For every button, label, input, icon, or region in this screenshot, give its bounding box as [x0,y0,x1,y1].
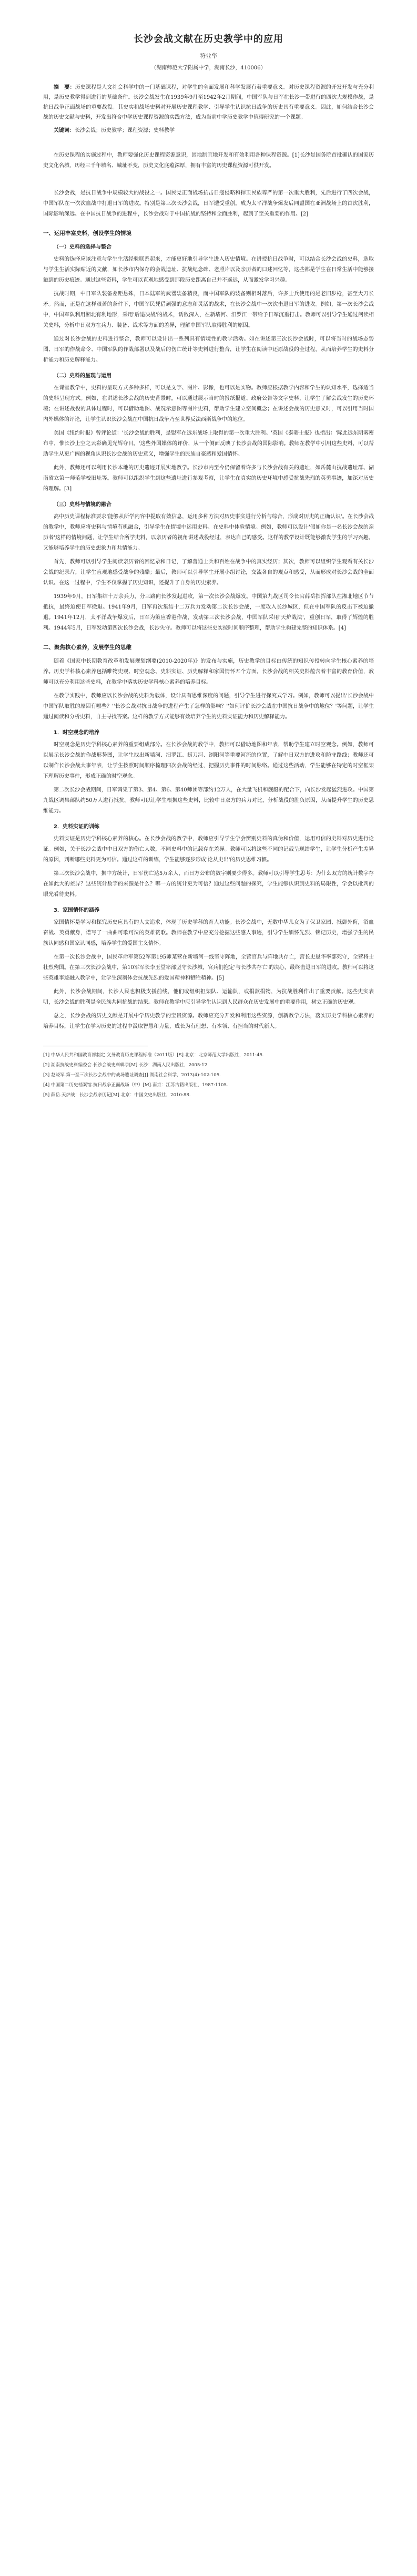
subsection-heading: （二）史料的呈现与运用 [54,373,111,379]
subsection-heading: 2．史料实证的训练 [54,824,99,830]
body-paragraph: 在课堂教学中，史料的呈现方式多种多样，可以是文字、图片、影像，也可以是实物。教师应根据教学内容和学生的认知水平，选择适当的史料呈现方式。例如，在讲述长沙会战的历史背景时，可以通过展示当时的报纸报道、政府公告等文字史料，让学生了解会战发生的历史环境；在讲述战役的具体过程时，可以借助地图、战况示意图等图片史料，帮助学生建立空间概念；在讲述会战的历史意义时，可以引用当时国内外媒体的评论，让学生认识长沙会战在中国抗日战争乃至世界反法西斯战争中的地位。 [43,385,374,423]
abstract-text: 历史课程是人文社会科学中的一门基础课程，对学生的全面发展和科学发展有着重要意义。对历史课程资源的开发开发与充分利用，是历史教学得到进行的基础条件。长沙会战发生在1939年9月至1942年2月期间，中国军队与日军在长沙一带进行的四次大规模作战，是抗日战争正面战场的重要战役。其史实和战场史料对开展历史课程教学、引导学生认识抗日战争的历史具有重要意义。因此，如何结合长沙会战的历史文献与史料，开发出符合中学历史课程资源的实践方法，成为当前中学历史教学中值得研究的一个课题。 [43,85,374,120]
section-heading: 二、聚焦核心素养，发展学生的思维 [43,644,131,651]
spacer [43,174,374,188]
keywords [43,126,374,136]
body-paragraph: 随着《国家中长期教育改革和发展规划纲要(2010-2020年)》的发布与实施，历史教学的目标由传统的知识传授转向学生核心素养的培养。历史学科核心素养包括唯物史观、时空观念、史料实证、历史解释和家国情怀五个方面。长沙会战的相关史料蕴含着丰富的教育价值，教师可以充分利用这些史料，在教学中落实历史学科核心素养的培养目标。 [43,658,374,685]
body-paragraph: 第三次长沙会战中，据中方统计，日军伤亡达5万余人，而日方公布的数字则要少得多。教师可以引导学生思考：为什么双方的统计数字存在如此大的差异？这些统计数字的来源是什么？哪一方的统计更为可信？通过这些问题的探究，学生能够认识到史料的局限性，学会以批判的眼光看待史料。 [43,871,374,898]
body-paragraph: 美国《纽约时报》曾评论道：'长沙会战的胜利，是盟军在远东战场上取得的第一次重大胜利。'英国《泰晤士报》也指出：'际此远东阴雾密布中，惟长沙上空之云彩确见光辉夺目。'这些外国媒体的评价，从一个侧面反映了长沙会战的国际影响。教师在教学中引用这些史料，可以帮助学生从更广阔的视角认识长沙会战的历史意义，增强学生的民族自豪感和爱国情怀。 [43,430,374,457]
body-paragraph: 史料实证是历史学科核心素养的核心。在长沙会战的教学中，教师应引导学生学会辨别史料的真伪和价值，运用可信的史料对历史进行论证。例如，关于长沙会战中中日双方的伤亡人数，不同史料中的记载存在差异。教师可以将这些不同的记载呈现给学生，让学生分析产生差异的原因，判断哪些史料更为可信。通过这样的训练，学生能够逐步形成'论从史出'的历史思维习惯。 [43,836,374,863]
body-paragraph: 在教学实践中，教师应以长沙会战的史料为载体，设计具有思维深度的问题，引导学生进行探究式学习。例如，教师可以提出'长沙会战中中国军队取胜的原因有哪些？''长沙会战对抗日战争的进程产生了怎样的影响？''如何评价长沙会战在中国抗日战争中的地位？'等问题，让学生通过阅读和分析史料，自主寻找答案。这样的教学方式能够有效培养学生的史料实证能力和历史解释能力。 [43,693,374,720]
body-paragraph: 1939年9月，日军集结十万余兵力，分三路向长沙发起进攻，第一次长沙会战爆发。中国第九战区司令长官薛岳指挥部队在湘北地区节节抵抗，最终迫使日军撤退。1941年9月，日军再次集结十二万兵力发动第二次长沙会战，一度攻入长沙城区，但在中国军队的反击下被迫撤退。1941年12月，太平洋战争爆发后，日军为策应香港作战，发动第三次长沙会战，中国军队采用'天炉战法'，重创日军，取得了辉煌的胜利。1944年5月，日军发动第四次长沙会战，长沙失守。教师可以将这些史实按时间顺序整理，帮助学生构建完整的知识体系。[4] [43,594,374,631]
body-paragraph: 在历史课程的实施过程中，教师要强化历史课程资源意识，因地制宜地开发和有效利用各种课程资源。[1]长沙是国务院首批确认的国家历史文化名城，历经三千年城名、城址不变，历史文化底蕴深厚，拥有丰富的历史课程资源可供开发。 [43,152,374,169]
body-paragraph: 长沙会战，是抗日战争中规模较大的战役之一。国民党正面战场抗击日寇侵略和捍卫民族尊严的第一次重大胜利，先后进行了四次会战，中国军队在一次次血战中打退日军的进攻。特别是第三次长沙会战，日军遭受重创，成为太平洋战争爆发后同盟国在亚洲战场上的首次胜利，国际影响深远。在中国抗日战争的进程中，长沙会战对于中国抗战的坚持和全面胜利，起到了至关重要的作用。[2] [43,190,374,217]
footnote: [5] 薛岳.天炉战：长沙会战亲历记[M].北京：中国文史出版社，2010:88. [43,1093,191,1098]
footnote: [2] 湖南抗战史料编委会.长沙会战史料辑录[M].长沙：湖南人民出版社，2005:12. [43,1063,209,1068]
body-paragraph: 史料的选择应该注意与学生生活经验联系起来，才能更好地引导学生进入历史情境。在讲授抗日战争时，可以结合长沙会战的史料，选取与学生生活实际贴近的文献，如长沙市内保存的会战遗址、抗战纪念碑、老照片以及亲历者的口述回忆等，这些都是学生在日常生活中能够接触到的历史痕迹。通过这些资料，学生可以直观地感受到那段历史距离自己并不遥远，从而激发学习兴趣。 [43,256,374,283]
subsection-heading: 1．时空观念的培养 [54,730,99,736]
subsection-heading: （一）史料的选择与整合 [54,244,111,250]
body-paragraph: 高中历史课程标准要求'能够从所学内容中提取有效信息，运用多种方法对历史事实进行分析与综合，形成对历史的正确认识'。在长沙会战的教学中，教师应将史料与情境有机融合，引导学生在情境中运用史料、在史料中体验情境。例如，教师可以设计'假如你是一名长沙会战的亲历者'这样的情境问题，让学生结合所学史料，以亲历者的视角讲述战役经过，表达自己的感受。这样的教学设计既能够激发学生的学习兴趣，又能够培养学生的历史想象力和共情能力。 [43,514,374,551]
keywords-label: 关键词： [54,128,75,133]
body-paragraph: 此外，教师还可以利用长沙本地的历史遗迹开展实地教学。长沙市内至今仍保留着许多与长沙会战有关的遗址，如岳麓山抗战遗址群、湖南省立第一师范学校旧址等。教师可以组织学生到这些遗址进行参观考察，让学生在真实的历史环境中感受抗战先烈的英勇事迹，加深对历史的理解。[3] [43,465,374,492]
subsection-heading: 3．家国情怀的涵养 [54,908,99,913]
body-paragraph: 在第一次长沙会战中，国民革命军第52军第195师某营在新墙河一线坚守阵地，全营官兵与阵地共存亡，营长史恩华率部死守，全营将士壮烈殉国。在第三次长沙会战中，第10军军长李玉堂率部坚守长沙城，官兵们抱定'与长沙共存亡'的决心，最终击退日军的进攻。教师可以将这些英雄事迹融入教学中，让学生深刻体会抗战先烈的爱国精神和牺牲精神。[5] [43,954,374,981]
footnote: [1] 中华人民共和国教育部制定.义务教育历史课程标准（2011版）[S].北京：北京师范大学出版社，2011:45. [43,1053,264,1058]
body-paragraph: 第二次长沙会战期间，日军调集了第3、第4、第6、第40师团等部约12万人，在大量飞机和舰艇的配合下，向长沙发起猛烈进攻。中国第九战区调集部队约50万人进行抵抗。教师可以让学生根据这些史料，比较中日双方的兵力对比，分析战役的胜负原因，从而提升学生的历史思维能力。 [43,787,374,814]
author-name: 符业华 [200,53,217,59]
footnote: [4] 中国第二历史档案馆.抗日战争正面战场（中）[M].南京：江苏古籍出版社，1987:1105. [43,1083,228,1088]
body-paragraph: 抗战时期，中日军队装备差距悬殊，日本陆军的武器装备精良，而中国军队的装备则相对落后，许多士兵使用的是老旧步枪，甚至大刀长矛。然而，正是在这样艰苦的条件下，中国军民凭借顽强的意志和灵活的战术，在长沙会战中一次次击退日军的进攻。例如，第一次长沙会战中，中国军队利用湘北有利地形，采用'后退决战'的战术，诱敌深入，在新墙河、汨罗江一带给予日军沉重打击。教师可以引导学生通过阅读相关史料，分析中日双方在兵力、装备、战术等方面的差异，理解中国军队取得胜利的原因。 [43,291,374,328]
body-paragraph: 家国情怀是学习和探究历史应具有的人文追求，体现了历史学科的育人功能。长沙会战中，无数中华儿女为了保卫家园、抵御外侮，浴血奋战、英勇献身，谱写了一曲曲可歌可泣的英雄赞歌。教师在教学中应充分挖掘这些感人事迹，引导学生缅怀先烈、铭记历史，增强学生的民族认同感和国家认同感，培养学生的爱国主义情怀。 [43,920,374,946]
body-paragraph: 通过对长沙会战的史料进行整合，教师可以设计出一系列具有情境性的教学活动。如在讲述第三次长沙会战时，可以将当时的战场态势图、日军的作战命令、中国军队的作战部署以及战后的伤亡统计等史料进行整合，让学生在阅读中还原战役的全过程，从而培养学生的史料分析能力和历史解释能力。 [43,336,374,363]
article-title: 长沙会战文献在历史教学中的应用 [134,34,283,45]
body-paragraph: 时空观念是历史学科核心素养的重要组成部分。在长沙会战的教学中，教师可以借助地图和年表，帮助学生建立时空观念。例如，教师可以展示长沙会战的作战形势图，让学生找出新墙河、汨罗江、捞刀河、浏阳河等重要河流的位置，了解中日双方的进攻和防守路线；教师还可以制作长沙会战大事年表，让学生按照时间顺序梳理四次会战的经过，把握历史事件的时间脉络。通过这些活动，学生能够在特定的时空框架下理解历史事件，形成正确的时空观念。 [43,742,374,779]
subsection-heading: （三）史料与情境的融合 [54,502,111,508]
section-heading: 一、运用丰富史料，创设学生的情境 [43,230,131,236]
abstract [43,83,374,122]
footnote: [3] 赵晓军.第一至三次长沙会战中的战场遗址调查[J].湖南社会科学，2013(4):102-105. [43,1073,221,1078]
abstract-label: 摘 要： [54,85,75,90]
author-affiliation: （湖南师范大学附属中学，湖南长沙，410006） [151,65,266,71]
body-paragraph: 此外，长沙会战期间，长沙人民也积极支援前线，他们或组织担架队、运输队，或捐款捐物，为抗战胜利作出了重要贡献。这些史实表明，长沙会战的胜利是全民族共同抗战的结果。教师在教学中应引导学生认识到人民群众在历史发展中的重要作用，树立正确的历史观。 [43,989,374,1005]
keywords-text: 长沙会战；历史教学；课程资源；史料教学 [75,128,175,133]
body-paragraph: 首先，教师可以引导学生阅读亲历者的回忆录和日记，了解普通士兵和百姓在战争中的真实经历；其次，教师可以组织学生观看有关长沙会战的纪录片，让学生直观地感受战争的残酷；最后，教师可以引导学生开展小组讨论，交流各自的观点和感受，从而形成对长沙会战的全面认识。在这一过程中，学生不仅掌握了历史知识，还提升了自身的历史素养。 [43,559,374,586]
body-paragraph: 总之，长沙会战的历史文献是开展中学历史教学的宝贵资源。教师应充分开发和利用这些资源，创新教学方法，落实历史学科核心素养的培养目标，让学生在学习历史的过程中汲取智慧和力量，成长为有理想、有本领、有担当的时代新人。 [43,1013,374,1029]
